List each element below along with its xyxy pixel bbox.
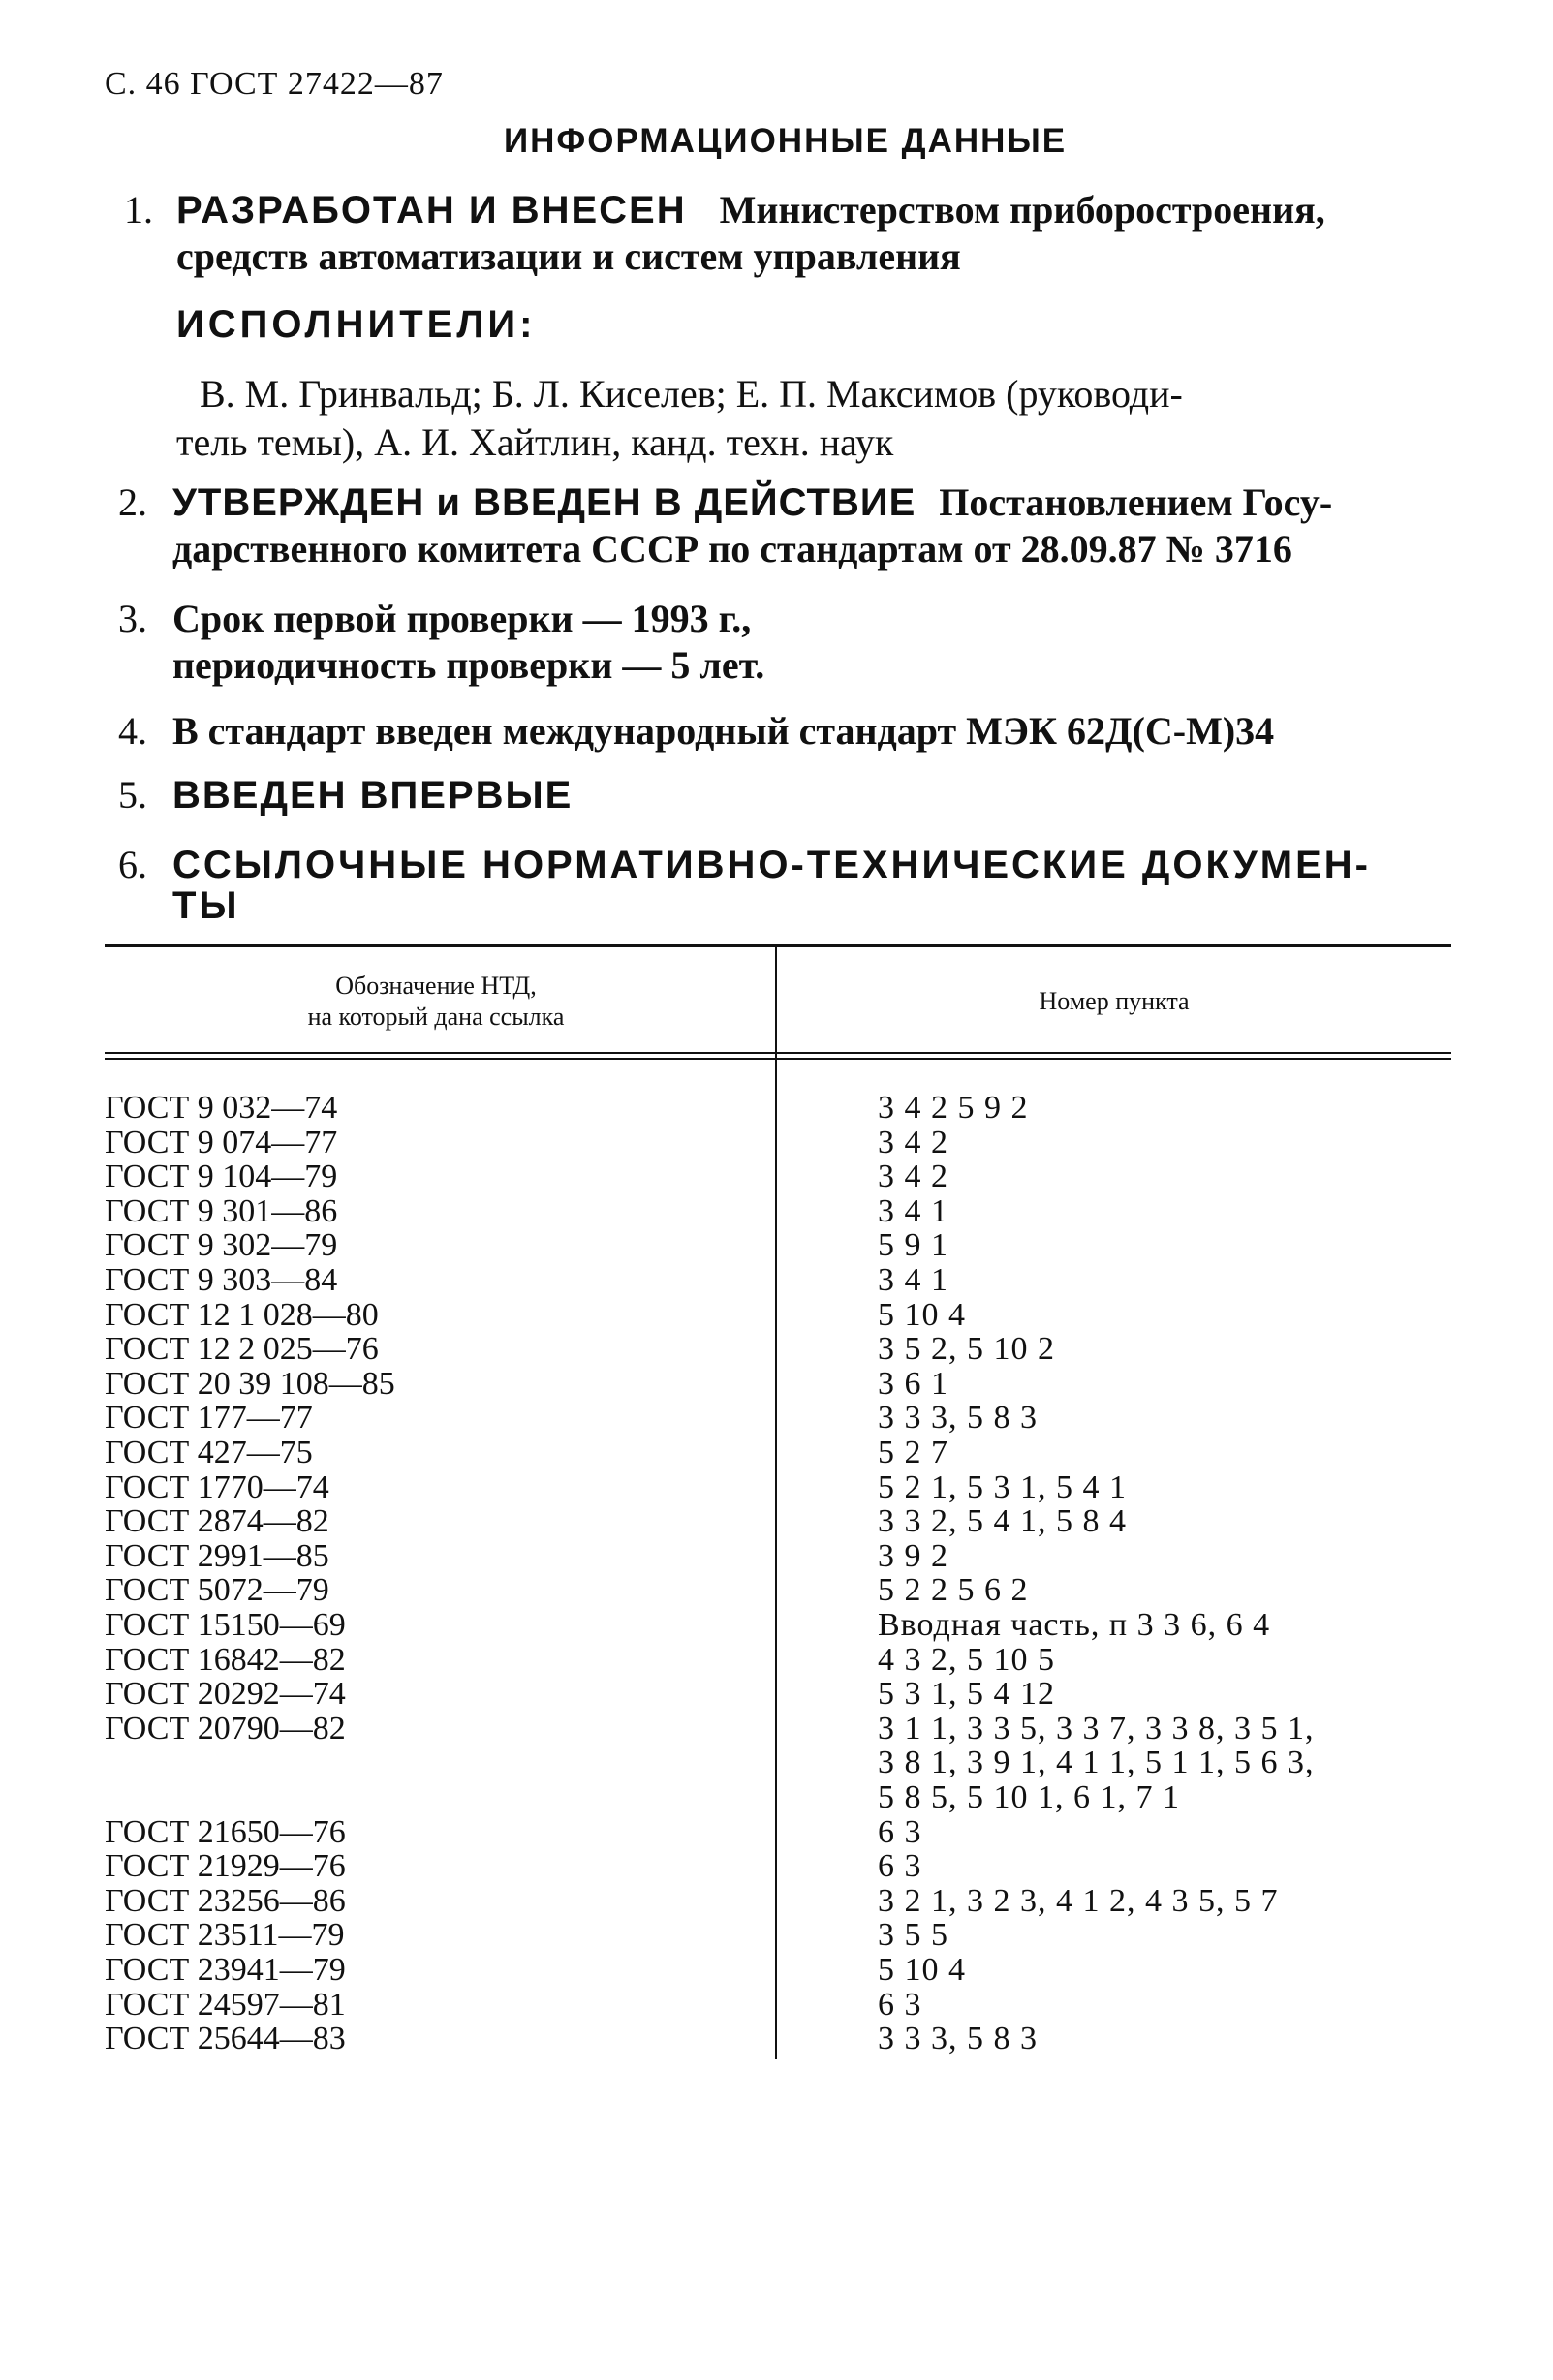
table-row-clause: 5 10 4 [878, 1297, 966, 1333]
item-2-rest: Постановлением Госу- [939, 480, 1333, 524]
table-row-doc: ГОСТ 16842—82 [105, 1642, 346, 1678]
table-row-doc: ГОСТ 9 032—74 [105, 1090, 338, 1126]
table-row-clause: 5 2 1, 5 3 1, 5 4 1 [878, 1469, 1127, 1505]
table-row-clause: 3 3 3, 5 8 3 [878, 1400, 1038, 1436]
table-row-doc: ГОСТ 9 303—84 [105, 1262, 338, 1298]
item-6-line-2: ТЫ [172, 884, 240, 927]
item-1-number: 1. [124, 188, 153, 232]
table-row-clause: 6 3 [878, 1987, 922, 2023]
table-row-doc: ГОСТ 15150—69 [105, 1607, 346, 1643]
table-row-clause: 3 4 2 [878, 1125, 948, 1160]
table-row-doc: ГОСТ 177—77 [105, 1400, 313, 1436]
table-row-clause: 3 6 1 [878, 1366, 948, 1402]
table-top-rule [105, 944, 1451, 947]
item-4-number: 4. [118, 709, 147, 753]
table-header-designation [194, 971, 678, 1033]
table-row-clause: 5 8 5, 5 10 1, 6 1, 7 1 [878, 1779, 1180, 1815]
table-row-clause: 3 2 1, 3 2 3, 4 1 2, 4 3 5, 5 7 [878, 1883, 1279, 1919]
table-row-doc: ГОСТ 9 104—79 [105, 1159, 338, 1194]
item-1-rest: Министерством приборостроения, [719, 188, 1325, 232]
table-row-clause: 3 5 5 [878, 1917, 948, 1953]
table-row-doc: ГОСТ 2874—82 [105, 1503, 329, 1539]
table-row-clause: 5 3 1, 5 4 12 [878, 1676, 1055, 1712]
table-row-clause: Вводная часть, п 3 3 6, 6 4 [878, 1607, 1271, 1643]
table-row-doc: ГОСТ 23256—86 [105, 1883, 346, 1919]
table-row-clause: 3 9 2 [878, 1538, 948, 1574]
table-row-doc: ГОСТ 12 1 028—80 [105, 1297, 379, 1333]
item-2-number: 2. [118, 480, 147, 524]
table-column-divider [775, 947, 777, 2059]
table-row-doc: ГОСТ 20292—74 [105, 1676, 346, 1712]
executors-line-1: В. М. Гринвальд; Б. Л. Киселев; Е. П. Максимов (руководи- [200, 372, 1183, 416]
executors-line-2: тель темы), А. И. Хайтлин, канд. техн. наук [176, 420, 894, 464]
item-3-line-2: периодичность проверки — 5 лет. [172, 643, 765, 687]
table-row-clause: 3 1 1, 3 3 5, 3 3 7, 3 3 8, 3 5 1, [878, 1711, 1315, 1746]
table-header-designation-line-1: Обозначение НТД, [335, 972, 537, 1000]
item-6-line-1: ССЫЛОЧНЫЕ НОРМАТИВНО-ТЕХНИЧЕСКИЕ ДОКУМЕН- [172, 844, 1371, 886]
table-row-doc: ГОСТ 24597—81 [105, 1987, 346, 2023]
table-row-doc: ГОСТ 5072—79 [105, 1572, 329, 1608]
table-row-clause: 3 5 2, 5 10 2 [878, 1331, 1055, 1367]
table-row-doc: ГОСТ 21650—76 [105, 1814, 346, 1850]
item-4-line-1: В стандарт введен международный стандарт МЭК 62Д(С-М)34 [172, 709, 1275, 753]
table-row-clause: 5 9 1 [878, 1227, 948, 1263]
item-5-number: 5. [118, 773, 147, 817]
table-row-doc: ГОСТ 25644—83 [105, 2021, 346, 2056]
executors-heading: ИСПОЛНИТЕЛИ: [176, 303, 537, 346]
item-3-number: 3. [118, 597, 147, 640]
page-header: С. 46 ГОСТ 27422—87 [105, 66, 444, 102]
item-3-line-1: Срок первой проверки — 1993 г., [172, 597, 752, 640]
table-row-doc: ГОСТ 2991—85 [105, 1538, 329, 1574]
table-row-doc: ГОСТ 1770—74 [105, 1469, 329, 1505]
table-row-doc: ГОСТ 9 302—79 [105, 1227, 338, 1263]
table-header-clause-number: Номер пункта [1039, 987, 1190, 1015]
table-row-doc: ГОСТ 21929—76 [105, 1848, 346, 1884]
table-row-clause: 3 8 1, 3 9 1, 4 1 1, 5 1 1, 5 6 3, [878, 1745, 1315, 1780]
table-row-clause: 3 4 1 [878, 1193, 948, 1229]
table-row-clause: 5 2 7 [878, 1435, 948, 1470]
table-header-rule-2 [105, 1058, 1451, 1060]
table-header-designation-line-2: на который дана ссылка [307, 1003, 565, 1031]
table-row-clause: 5 2 2 5 6 2 [878, 1572, 1029, 1608]
item-2-lead: УТВЕРЖДЕН и ВВЕДЕН В ДЕЙСТВИЕ [172, 481, 916, 524]
table-row-clause: 3 3 3, 5 8 3 [878, 2021, 1038, 2056]
table-row-clause: 6 3 [878, 1814, 922, 1850]
table-row-clause: 3 3 2, 5 4 1, 5 8 4 [878, 1503, 1127, 1539]
table-row-clause: 4 3 2, 5 10 5 [878, 1642, 1055, 1678]
table-row-doc: ГОСТ 9 074—77 [105, 1125, 338, 1160]
item-2-line-2: дарственного комитета СССР по стандартам от 28.09.87 № 3716 [172, 527, 1292, 571]
table-row-clause: 5 10 4 [878, 1952, 966, 1988]
table-row-doc: ГОСТ 9 301—86 [105, 1193, 338, 1229]
table-row-doc: ГОСТ 20 39 108—85 [105, 1366, 395, 1402]
item-5-line-1: ВВЕДЕН ВПЕРВЫЕ [172, 774, 574, 817]
table-row-doc: ГОСТ 23941—79 [105, 1952, 346, 1988]
table-header-rule-1 [105, 1052, 1451, 1054]
table-row-clause: 3 4 1 [878, 1262, 948, 1298]
item-1-lead: РАЗРАБОТАН И ВНЕСЕН [176, 189, 687, 232]
table-row-doc: ГОСТ 23511—79 [105, 1917, 345, 1953]
item-6-number: 6. [118, 843, 147, 886]
table-row-clause: 6 3 [878, 1848, 922, 1884]
item-1-line-2: средств автоматизации и систем управления [176, 234, 961, 278]
table-row-doc: ГОСТ 20790—82 [105, 1711, 346, 1746]
page-title: ИНФОРМАЦИОННЫЕ ДАННЫЕ [504, 122, 1068, 160]
table-row-doc: ГОСТ 12 2 025—76 [105, 1331, 379, 1367]
table-row-clause: 3 4 2 5 9 2 [878, 1090, 1029, 1126]
table-row-clause: 3 4 2 [878, 1159, 948, 1194]
table-row-doc: ГОСТ 427—75 [105, 1435, 313, 1470]
